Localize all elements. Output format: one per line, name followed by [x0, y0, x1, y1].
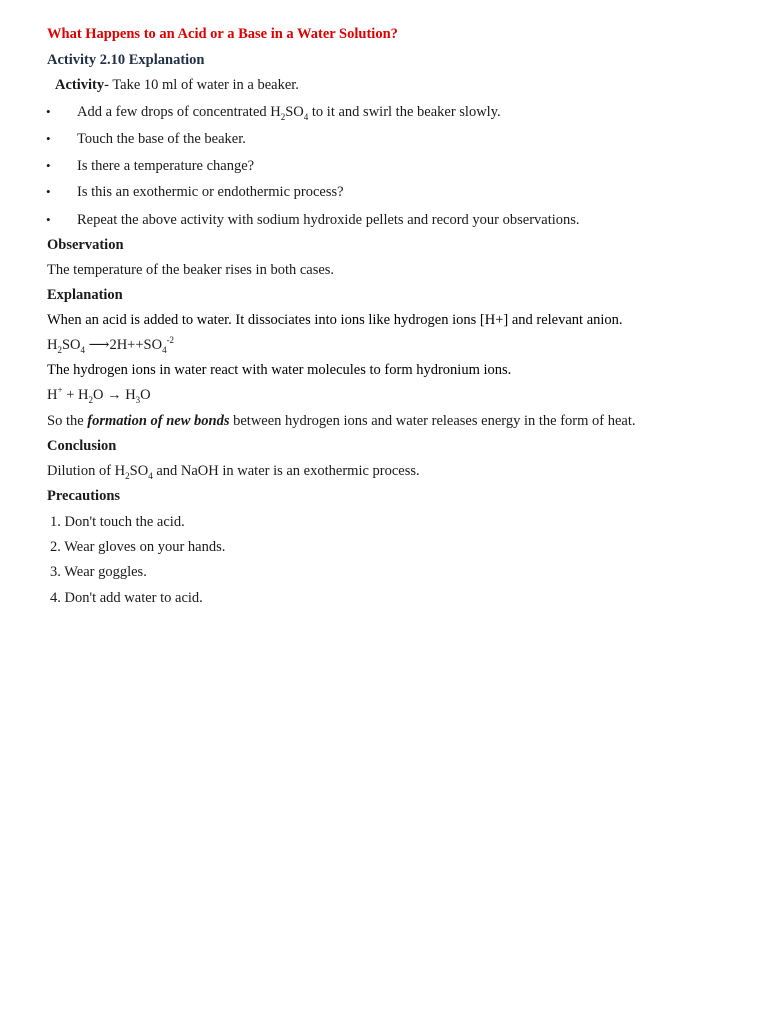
- eq-part: + H: [62, 387, 89, 403]
- list-item: 4. Don't add water to acid.: [50, 590, 203, 606]
- bullet-item: [77, 103, 501, 121]
- explanation-text-1: When an acid is added to water. It dissociates into ions like hydrogen ions [H+] and relevant anion.: [47, 312, 623, 328]
- subscript: 4: [148, 470, 153, 481]
- activity-intro-text: - Take 10 ml of water in a beaker.: [104, 77, 299, 93]
- bullet-dot: •: [46, 158, 51, 173]
- eq-part: O: [140, 387, 151, 403]
- list-item: 1. Don't touch the acid.: [50, 514, 185, 530]
- bullet-dot: •: [46, 184, 51, 199]
- bullet-item: Touch the base of the beaker.: [77, 131, 246, 147]
- text-part: So the: [47, 413, 88, 429]
- bullet-text-part: Add a few drops of concentrated H: [77, 104, 281, 120]
- text-part: SO: [129, 463, 149, 479]
- bullet-text-part: SO: [285, 104, 304, 120]
- explanation-heading: Explanation: [47, 287, 123, 303]
- text-part: between hydrogen ions and water releases energy in the form of heat.: [229, 413, 636, 429]
- subscript: 3: [135, 394, 141, 405]
- eq-part: ⟶2H++SO: [85, 337, 163, 353]
- explanation-text-2: The hydrogen ions in water react with water molecules to form hydronium ions.: [47, 362, 512, 378]
- bullet-dot: •: [46, 104, 51, 119]
- conclusion-text: [47, 462, 420, 480]
- explanation-text-3: [47, 412, 636, 430]
- subscript: 4: [162, 344, 167, 355]
- eq-part: SO: [61, 337, 81, 353]
- bullet-item: Repeat the above activity with sodium hydroxide pellets and record your observations.: [77, 212, 580, 228]
- bullet-item: Is this an exothermic or endothermic process?: [77, 184, 344, 200]
- eq-part: H: [47, 387, 58, 403]
- subscript: 2: [57, 344, 62, 355]
- text-part: and NaOH in water is an exothermic process.: [152, 463, 420, 479]
- equation-2: [47, 386, 151, 404]
- subscript: 4: [80, 344, 86, 355]
- bullet-text-part: to it and swirl the beaker slowly.: [308, 104, 501, 120]
- subscript: 2: [280, 111, 286, 122]
- eq-part: H: [47, 337, 58, 353]
- activity-label: Activity: [55, 77, 105, 93]
- list-item: 3. Wear goggles.: [50, 564, 147, 580]
- superscript: -2: [166, 335, 175, 346]
- observation-text: The temperature of the beaker rises in both cases.: [47, 262, 335, 278]
- bullet-dot: •: [46, 212, 51, 227]
- activity-heading: Activity 2.10 Explanation: [47, 52, 205, 68]
- eq-part: O → H: [92, 387, 136, 403]
- subscript: 2: [125, 470, 130, 481]
- equation-1: [47, 336, 174, 354]
- list-item: 2. Wear gloves on your hands.: [50, 539, 226, 555]
- bullet-dot: •: [46, 131, 51, 146]
- conclusion-heading: Conclusion: [47, 438, 117, 454]
- subscript: 2: [88, 394, 93, 405]
- page-title: What Happens to an Acid or a Base in a Water Solution?: [47, 26, 398, 42]
- subscript: 4: [303, 111, 309, 122]
- precautions-heading: Precautions: [47, 488, 121, 504]
- text-part: Dilution of H: [47, 463, 126, 479]
- superscript: +: [57, 385, 63, 396]
- bullet-item: Is there a temperature change?: [77, 158, 255, 174]
- activity-intro: [55, 76, 299, 94]
- emphasis-text: formation of new bonds: [87, 413, 230, 429]
- observation-heading: Observation: [47, 237, 124, 253]
